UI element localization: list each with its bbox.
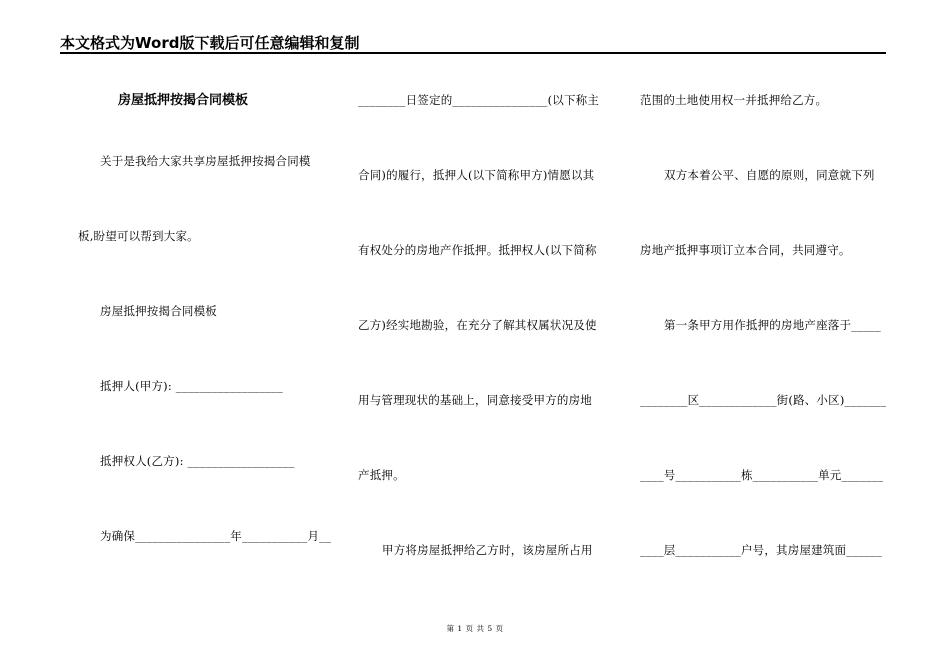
- paragraph-line: 乙方)经实地勘验，在充分了解其权属状况及使: [358, 318, 597, 332]
- paragraph-line: 抵押人(甲方): __________________: [100, 379, 283, 393]
- paragraph-line: 关于是我给大家共享房屋抵押按揭合同模: [100, 154, 311, 168]
- paragraph-line: 房屋抵押按揭合同模板: [100, 304, 217, 318]
- paragraph-line: 合同)的履行，抵押人(以下简称甲方)情愿以其: [358, 168, 595, 182]
- paragraph-line: 有权处分的房地产作抵押。抵押权人(以下简称: [358, 243, 597, 257]
- paragraph-line: 为确保________________年___________月__: [100, 529, 332, 543]
- paragraph-line: 第一条甲方用作抵押的房地产座落于_____: [664, 318, 881, 332]
- paragraph-line: 产抵押。: [358, 468, 405, 482]
- banner-divider: [60, 52, 886, 54]
- paragraph-line: 房地产抵押事项订立本合同，共同遵守。: [640, 243, 851, 257]
- document-title: 房屋抵押按揭合同模板: [118, 93, 249, 108]
- paragraph-line: 用与管理现状的基础上，同意接受甲方的房地: [358, 393, 592, 407]
- paragraph-line: 板,盼望可以帮到大家。: [78, 229, 199, 243]
- paragraph-line: 抵押权人(乙方): __________________: [100, 454, 295, 468]
- paragraph-line: ________区_____________街(路、小区)_______: [640, 393, 887, 407]
- paragraph-line: 范围的土地使用权一并抵押给乙方。: [640, 93, 828, 107]
- page-footer: 第 1 页 共 5 页: [446, 624, 504, 633]
- paragraph-line: ____号___________栋___________单元_______: [640, 468, 884, 482]
- document-banner: 本文格式为Word版下载后可任意编辑和复制: [60, 34, 360, 52]
- paragraph-line: ________日签定的________________(以下称主: [358, 93, 600, 107]
- paragraph-line: 甲方将房屋抵押给乙方时，该房屋所占用: [382, 543, 593, 557]
- paragraph-line: 双方本着公平、自愿的原则，同意就下列: [664, 168, 875, 182]
- paragraph-line: ____层___________户号，其房屋建筑面______: [640, 543, 882, 557]
